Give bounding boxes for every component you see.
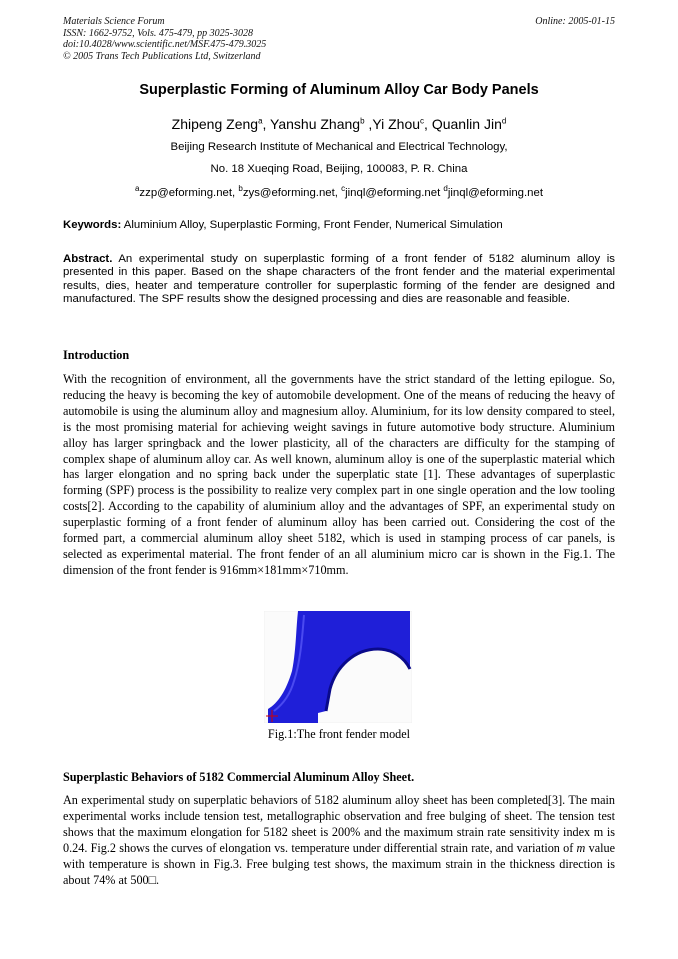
- abstract-label: Abstract.: [63, 253, 113, 265]
- section2-end: .: [156, 872, 160, 887]
- author-name: Quanlin Jin: [431, 116, 502, 132]
- degree-symbol: □: [148, 872, 157, 887]
- introduction-text: With the recognition of environment, all the governments have the strict standard of the letting epilogue. So, reducing the heavy is becoming the key of automobile development. One of the means of reducing the heavy of automobile is using the aluminum alloy and magnesium alloy. Aluminium, for its low density compared to steel, is the most promising material for achieving weight savings in future automotive body structure. Aluminium alloy has larger springback and the lower plasticity, all of the characters are difficulty for the stamping of complex shape of aluminum alloy car. As well known, aluminum alloy is one of the superplastic material which has larger elongation and no spring back under the superplatic state [1]. These advantages of superplastic forming (SPF) process is the possibility to realize very complex part in one single operation and the low tooling costs[2]. According to the capability of aluminium alloy and the advantages of SPF, an experimental study on superplastic forming of a front fender of aluminum alloy has been carried out. Considering the cost of the formed part, a commercial aluminum alloy sheet 5182, which is used in stamping process of car panels, is selected as experimental material. The front fender of an all aluminium micro car is shown in the Fig.1. The dimension of the front fender is 916mm×181mm×710mm.: [63, 372, 615, 577]
- email-sup: c: [341, 184, 346, 193]
- email-sup: d: [443, 184, 448, 193]
- abstract-text: An experimental study on superplastic forming of a front fender of 5182 aluminum alloy is presented in this paper. Based on the shape characters of the front fender and the material experimental results, dies, heater and temperature controller for superplastic forming of the fender are designed and manufactured. The SPF results show the designed processing and dies are reasonable and feasible.: [63, 253, 615, 306]
- paper-title: Superplastic Forming of Aluminum Alloy Car Body Panels: [139, 82, 539, 98]
- email-link[interactable]: jinql@eforming.net: [447, 186, 544, 199]
- email-link[interactable]: zzp@eforming.net,: [139, 186, 239, 199]
- affiliation-line1: Beijing Research Institute of Mechanical and Electrical Technology,: [170, 141, 508, 153]
- introduction-heading: Introduction: [63, 348, 130, 362]
- figure-front-fender: [264, 611, 412, 723]
- front-fender-image: [264, 611, 412, 723]
- figure1-caption: Fig.1:The front fender model: [267, 727, 411, 741]
- affiliation-line2: No. 18 Xueqing Road, Beijing, 100083, P. R. China: [210, 163, 468, 175]
- email-link[interactable]: jinql@eforming.net: [345, 186, 444, 199]
- author-name: Yi Zhou: [372, 116, 421, 132]
- email-sup: b: [238, 184, 243, 193]
- email-sup: a: [134, 184, 140, 193]
- email-link[interactable]: zys@eforming.net,: [242, 186, 342, 199]
- section2-text-part2: value with temperature is shown in Fig.3. Free bulging test shows, the maximum strain in the thickness direction is about 74% at 500: [63, 840, 615, 887]
- copyright-line: © 2005 Trans Tech Publications Ltd, Switzerland: [63, 50, 261, 62]
- section2-text-part1: An experimental study on superplatic behaviors of 5182 aluminum alloy sheet has been completed[3]. The main experimental works include tension test, metallographic observation and free bulging of sheet. The tension test shows that the maximum elongation for 5182 sheet is 200% and the maximum strain rate sensitivity index m is 0.24. Fig.2 shows the curves of elongation vs. temperature under differential strain rate, and variation of: [63, 793, 615, 855]
- online-date: Online: 2005-01-15: [535, 16, 615, 27]
- keywords-text: Aluminium Alloy, Superplastic Forming, Front Fender, Numerical Simulation: [121, 219, 503, 231]
- keywords: [63, 219, 615, 232]
- author-separator: ,: [262, 116, 271, 132]
- abstract: [63, 253, 615, 307]
- author-separator: ,: [424, 116, 432, 132]
- journal-name: Materials Science Forum: [63, 16, 165, 27]
- author-sup: b: [360, 116, 365, 126]
- section2-heading: Superplastic Behaviors of 5182 Commercial Aluminum Alloy Sheet.: [63, 770, 415, 784]
- author-name: Yanshu Zhang: [270, 116, 361, 132]
- author-sup: d: [501, 116, 507, 126]
- section2-text: [63, 793, 615, 888]
- email-line: [0, 184, 678, 199]
- keywords-label: Keywords:: [63, 219, 122, 231]
- author-sup: a: [258, 116, 263, 126]
- author-sup: c: [420, 116, 425, 126]
- doi-line: doi:10.4028/www.scientific.net/MSF.475-479.3025: [63, 39, 267, 50]
- author-separator: ,: [364, 116, 373, 132]
- section2-italic-m: m: [576, 840, 586, 855]
- issn-line: ISSN: 1662-9752, Vols. 475-479, pp 3025-3028: [63, 27, 253, 39]
- author-list: [0, 116, 678, 132]
- author-name: Zhipeng Zeng: [171, 116, 259, 132]
- journal-header: [63, 16, 266, 62]
